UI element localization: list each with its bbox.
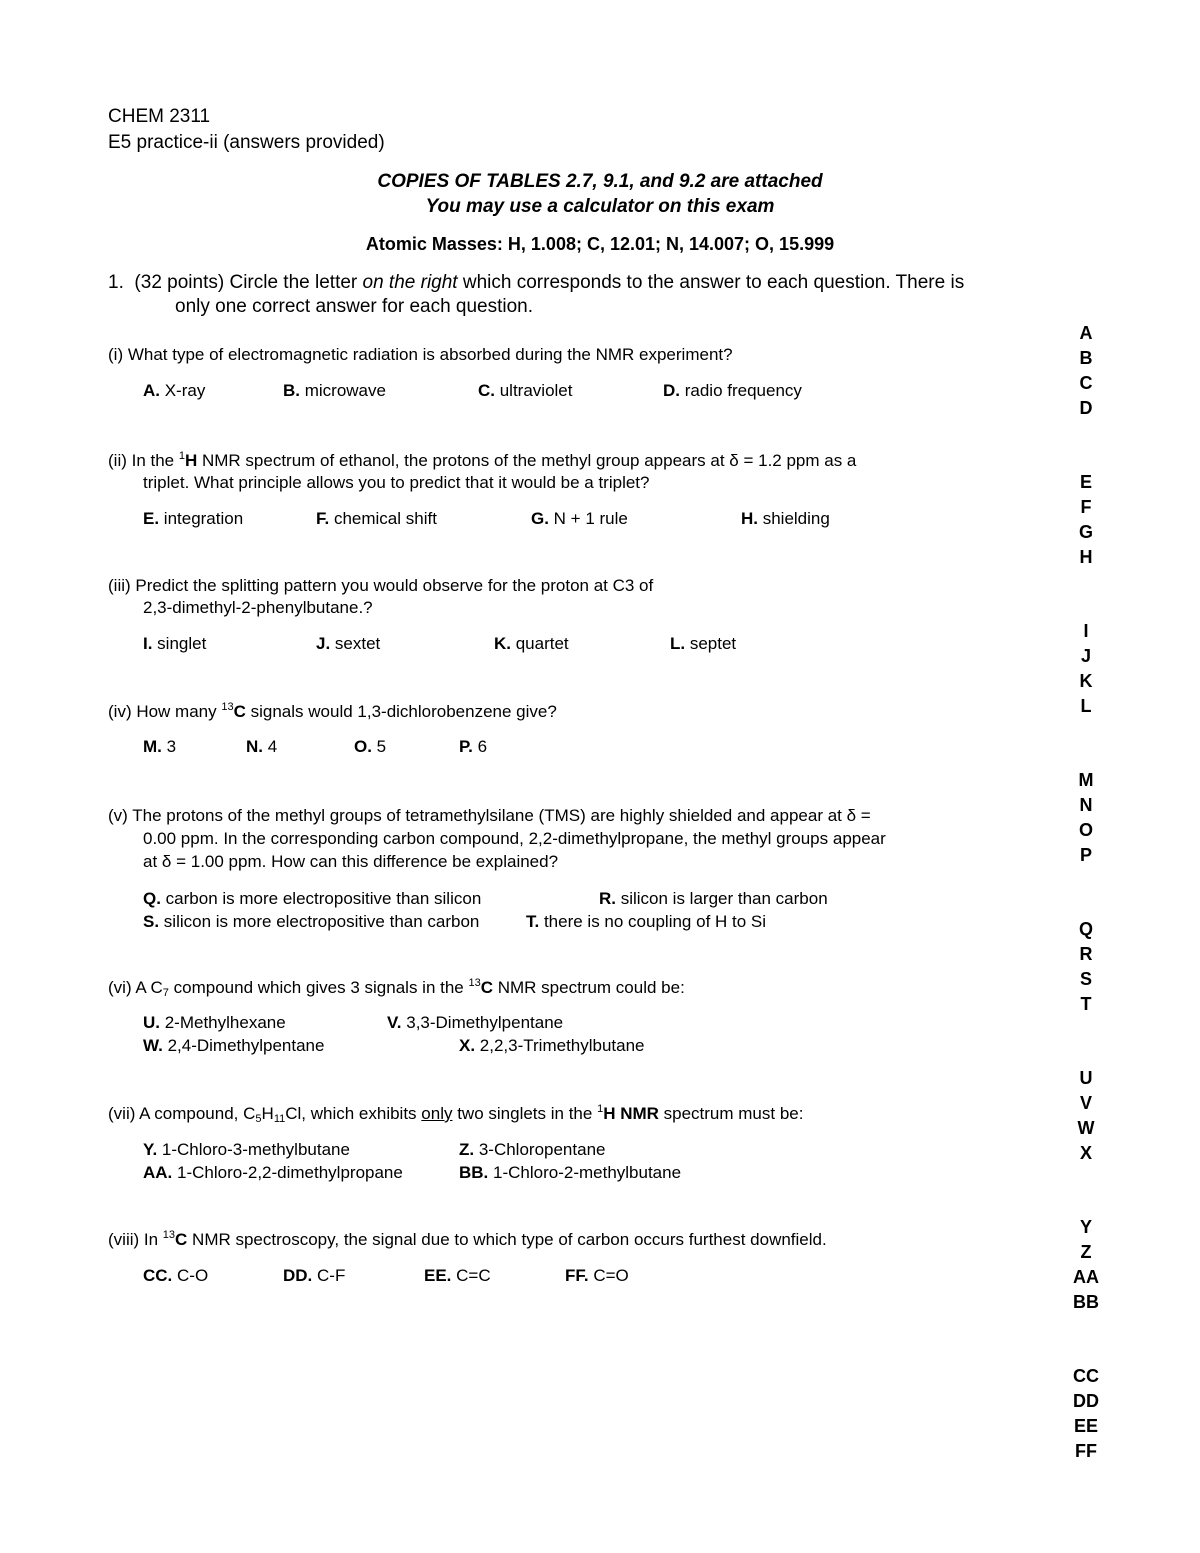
answer-letter-v[interactable]: V [1079, 1093, 1092, 1113]
option-p[interactable]: P. 6 [459, 737, 488, 756]
answer-letter-k[interactable]: K [1079, 671, 1093, 691]
answer-letter-dd[interactable]: DD [1073, 1391, 1099, 1411]
option-z[interactable]: Z. 3-Chloropentane [459, 1140, 606, 1159]
question-number: 1. [108, 272, 124, 293]
question-iii: (iii) Predict the splitting pattern you would observe for the proton at C3 of [108, 576, 654, 595]
option-c[interactable]: C. ultraviolet [478, 381, 573, 400]
answer-letter-r[interactable]: R [1079, 944, 1093, 964]
option-r[interactable]: R. silicon is larger than carbon [599, 889, 828, 908]
question-iv: (iv) How many $^{13}$C signals would 1,3-dichlorobenzene give? [108, 701, 557, 721]
instructions-line2: only one correct answer for each question. [175, 296, 534, 317]
answer-letter-x[interactable]: X [1079, 1143, 1092, 1163]
option-cc[interactable]: CC. C-O [143, 1266, 209, 1285]
question-v-line2: 0.00 ppm. In the corresponding carbon compound, 2,2-dimethylpropane, the methyl groups appear [143, 829, 886, 848]
answer-letter-a[interactable]: A [1079, 323, 1093, 343]
option-b[interactable]: B. microwave [283, 381, 386, 400]
option-f[interactable]: F. chemical shift [316, 509, 437, 528]
question-ii-line2: triplet. What principle allows you to predict that it would be a triplet? [143, 473, 650, 492]
option-k[interactable]: K. quartet [494, 634, 569, 653]
question-v: (v) The protons of the methyl groups of tetramethylsilane (TMS) are highly shielded and appear at δ = [108, 806, 871, 825]
answer-letter-q[interactable]: Q [1078, 919, 1093, 939]
question-i: (i) What type of electromagnetic radiation is absorbed during the NMR experiment? [108, 345, 733, 364]
option-y[interactable]: Y. 1-Chloro-3-methylbutane [143, 1140, 350, 1159]
answer-letter-s[interactable]: S [1079, 969, 1092, 989]
answer-letter-c[interactable]: C [1079, 373, 1093, 393]
question-v-line3: at δ = 1.00 ppm. How can this difference be explained? [143, 852, 559, 871]
option-l[interactable]: L. septet [670, 634, 737, 653]
answer-letter-u[interactable]: U [1079, 1068, 1093, 1088]
atomic-masses: Atomic Masses: H, 1.008; C, 12.01; N, 14.007; O, 15.999 [365, 234, 835, 254]
question-viii: (viii) In $^{13}$C NMR spectroscopy, the signal due to which type of carbon occurs furthest downfield. [108, 1229, 827, 1249]
question-iii-line2: 2,3-dimethyl-2-phenylbutane.? [143, 598, 373, 617]
answer-letter-cc[interactable]: CC [1073, 1366, 1099, 1386]
answer-letter-i[interactable]: I [1083, 621, 1089, 641]
option-ff[interactable]: FF. C=O [565, 1266, 629, 1285]
emphasis-right: on the right [362, 272, 458, 293]
answer-letter-g[interactable]: G [1078, 522, 1093, 542]
answer-letter-l[interactable]: L [1080, 696, 1092, 716]
option-i[interactable]: I. singlet [143, 634, 207, 653]
answer-letter-w[interactable]: W [1077, 1118, 1095, 1138]
instructions-line1: 1. (32 points) Circle the letter on the right which corresponds to the answer to each question. There is [108, 272, 965, 293]
banner-calculator: You may use a calculator on this exam [425, 196, 775, 217]
option-ee[interactable]: EE. C=C [424, 1266, 491, 1285]
option-m[interactable]: M. 3 [143, 737, 177, 756]
answer-letter-j[interactable]: J [1080, 646, 1091, 666]
answer-letter-n[interactable]: N [1079, 795, 1093, 815]
option-u[interactable]: U. 2-Methylhexane [143, 1013, 286, 1032]
answer-letter-b[interactable]: B [1079, 348, 1093, 368]
answer-letter-aa[interactable]: AA [1073, 1267, 1099, 1287]
option-j[interactable]: J. sextet [316, 634, 381, 653]
answer-letter-bb[interactable]: BB [1073, 1292, 1099, 1312]
question-vi: (vi) A $C_7$ compound which gives 3 signals in the $^{13}$C NMR spectrum could be: [108, 977, 685, 999]
option-dd[interactable]: DD. C-F [283, 1266, 346, 1285]
question-ii: (ii) In the $^1$H NMR spectrum of ethanol, the protons of the methyl group appears at δ = 1.2 ppm as a [108, 450, 857, 470]
option-d[interactable]: D. radio frequency [663, 381, 802, 400]
answer-letter-f[interactable]: F [1080, 497, 1092, 517]
option-o[interactable]: O. 5 [354, 737, 387, 756]
option-g[interactable]: G. N + 1 rule [531, 509, 628, 528]
question-vii: (vii) A compound, $C_5H_{11}Cl$, which exhibits only two singlets in the $^1$H NMR spectrum must be: [108, 1103, 804, 1125]
option-aa[interactable]: AA. 1-Chloro-2,2-dimethylpropane [143, 1163, 403, 1182]
answer-letter-t[interactable]: T [1080, 994, 1092, 1014]
answer-letter-h[interactable]: H [1079, 547, 1093, 567]
option-w[interactable]: W. 2,4-Dimethylpentane [143, 1036, 325, 1055]
option-x[interactable]: X. 2,2,3-Trimethylbutane [459, 1036, 645, 1055]
option-v[interactable]: V. 3,3-Dimethylpentane [387, 1013, 564, 1032]
answer-letter-p[interactable]: P [1079, 845, 1092, 865]
option-s[interactable]: S. silicon is more electropositive than carbon [143, 912, 480, 931]
answer-letter-m[interactable]: M [1078, 770, 1094, 790]
option-q[interactable]: Q. carbon is more electropositive than silicon [143, 889, 482, 908]
option-bb[interactable]: BB. 1-Chloro-2-methylbutane [459, 1163, 682, 1182]
option-t[interactable]: T. there is no coupling of H to Si [526, 912, 767, 931]
option-h[interactable]: H. shielding [741, 509, 830, 528]
answer-letter-ff[interactable]: FF [1075, 1441, 1097, 1461]
option-n[interactable]: N. 4 [246, 737, 278, 756]
answer-letter-y[interactable]: Y [1079, 1217, 1092, 1237]
answer-letter-e[interactable]: E [1079, 472, 1092, 492]
banner-tables: COPIES OF TABLES 2.7, 9.1, and 9.2 are attached [377, 171, 823, 192]
answer-letter-o[interactable]: O [1078, 820, 1093, 840]
course-code: CHEM 2311 [108, 106, 211, 127]
underline-only: only [421, 1104, 453, 1123]
exam-subtitle: E5 practice-ii (answers provided) [108, 132, 385, 153]
answer-letter-z[interactable]: Z [1080, 1242, 1092, 1262]
option-e[interactable]: E. integration [143, 509, 244, 528]
answer-letter-ee[interactable]: EE [1073, 1416, 1098, 1436]
option-a[interactable]: A. X-ray [143, 381, 206, 400]
answer-letter-d[interactable]: D [1079, 398, 1093, 418]
